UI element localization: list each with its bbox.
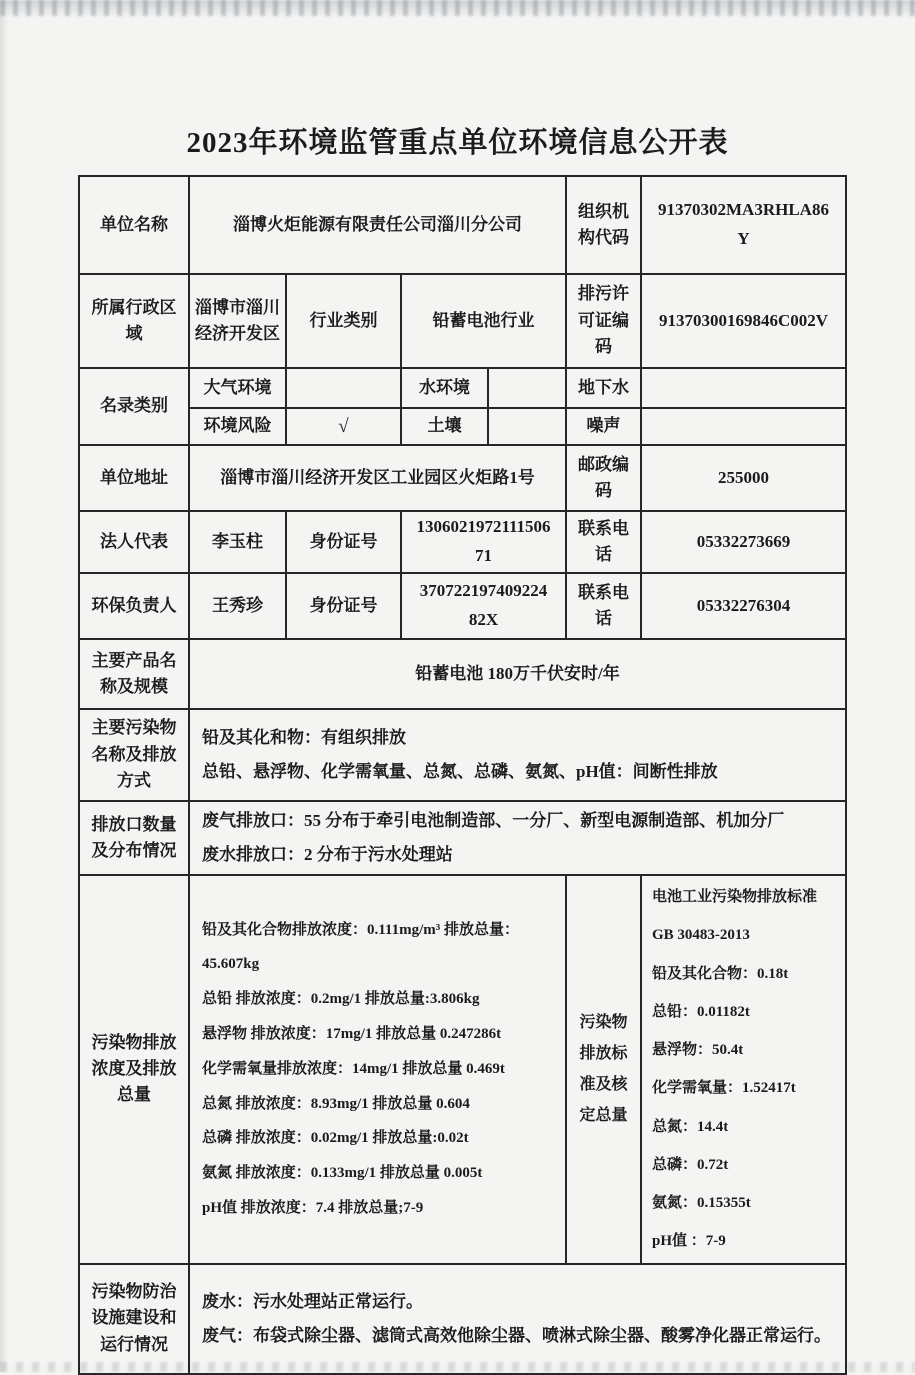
unit-name-value: 淄博火炬能源有限责任公司淄川分公司 (189, 176, 566, 274)
discharge-standard-label: 污染物排放标准及核定总量 (566, 875, 641, 1264)
discharge-label: 污染物排放浓度及排放总量 (79, 875, 189, 1264)
env-officer-label: 环保负责人 (79, 573, 189, 639)
postal-value: 255000 (641, 445, 846, 511)
catalog-noise-mark (641, 408, 846, 445)
pollutants-value (189, 709, 846, 801)
catalog-risk-mark: √ (286, 408, 401, 445)
outlets-label: 排放口数量及分布情况 (79, 801, 189, 875)
standard-line: 总铅：0.01182t (652, 1003, 750, 1020)
standard-line: 悬浮物：50.4t (652, 1042, 744, 1058)
env-officer-id-label: 身份证号 (286, 573, 401, 639)
row-legal-rep (79, 511, 846, 573)
row-prevention (79, 1264, 846, 1374)
standard-line: 总氮：14.4t (652, 1118, 729, 1135)
outlets-line-1: 废气排放口：55 分布于牵引电池制造部、一分厂、新型电源制造部、机加分厂 (202, 811, 785, 830)
env-officer-name: 王秀珍 (189, 573, 286, 639)
pollutants-line-1: 铅及其化和物：有组织排放 (202, 728, 406, 747)
catalog-air-label: 大气环境 (189, 368, 286, 408)
catalog-water-label: 水环境 (401, 368, 488, 408)
org-code-label: 组织机构代码 (566, 176, 641, 274)
permit-code-value: 91370300169846C002V (641, 274, 846, 368)
industry-value: 铅蓄电池行业 (401, 274, 566, 368)
catalog-air-mark (286, 368, 401, 408)
legal-rep-id-label: 身份证号 (286, 511, 401, 573)
row-unit-name (79, 176, 846, 274)
row-discharge (79, 875, 846, 1264)
outlets-line-2: 废水排放口：2 分布于污水处理站 (202, 845, 453, 864)
catalog-risk-label: 环境风险 (189, 408, 286, 445)
row-outlets (79, 801, 846, 875)
address-value: 淄博市淄川经济开发区工业园区火炬路1号 (189, 445, 566, 511)
outlets-value (189, 801, 846, 875)
row-env-officer (79, 573, 846, 639)
disclosure-table (78, 175, 847, 1375)
catalog-label: 名录类别 (79, 368, 189, 445)
discharge-line: 化学需氧量排放浓度：14mg/1 排放总量 0.469t (202, 1060, 505, 1077)
env-officer-phone-label: 联系电话 (566, 573, 641, 639)
discharge-line: pH值 排放浓度：7.4 排放总量;7-9 (202, 1200, 424, 1217)
permit-code-label: 排污许可证编码 (566, 274, 641, 368)
standard-line: 总磷：0.72t (652, 1156, 729, 1173)
catalog-soil-mark (488, 408, 566, 445)
legal-rep-label: 法人代表 (79, 511, 189, 573)
catalog-groundwater-mark (641, 368, 846, 408)
discharge-line: 总氮 排放浓度：8.93mg/1 排放总量 0.604 (202, 1095, 470, 1112)
env-officer-id-value: 37072219740922482X (401, 573, 566, 639)
prevention-line-2: 废气：布袋式除尘器、滤筒式高效他除尘器、喷淋式除尘器、酸雾净化器正常运行。 (202, 1325, 831, 1345)
standard-line: pH值 ：7-9 (652, 1233, 726, 1250)
row-products (79, 639, 846, 709)
admin-region-value: 淄博市淄川经济开发区 (189, 274, 286, 368)
env-officer-phone-value: 05332276304 (641, 573, 846, 639)
catalog-noise-label: 噪声 (566, 408, 641, 445)
catalog-water-mark (488, 368, 566, 408)
legal-rep-phone-label: 联系电话 (566, 511, 641, 573)
page-title: 2023年环境监管重点单位环境信息公开表 (186, 127, 729, 159)
standard-line: 氨氮：0.15355t (652, 1195, 751, 1211)
legal-rep-phone-value: 05332273669 (641, 511, 846, 573)
legal-rep-id-value: 130602197211150671 (401, 511, 566, 573)
discharge-line: 铅及其化合物排放浓度：0.111mg/m³ 排放总量：45.607kg (202, 921, 520, 973)
products-value: 铅蓄电池 180万千伏安时/年 (189, 639, 846, 709)
legal-rep-name: 李玉柱 (189, 511, 286, 573)
org-code-value: 91370302MA3RHLA86Y (641, 176, 846, 274)
discharge-line: 总磷 排放浓度：0.02mg/1 排放总量:0.02t (202, 1130, 469, 1147)
prevention-value (189, 1264, 846, 1374)
discharge-line: 总铅 排放浓度：0.2mg/1 排放总量:3.806kg (202, 991, 480, 1008)
discharge-line: 氨氮 排放浓度：0.133mg/1 排放总量 0.005t (202, 1165, 483, 1182)
row-pollutants (79, 709, 846, 801)
catalog-groundwater-label: 地下水 (566, 368, 641, 408)
industry-label: 行业类别 (286, 274, 401, 368)
pollutants-label: 主要污染物名称及排放方式 (79, 709, 189, 801)
prevention-line-1: 废水：污水处理站正常运行。 (202, 1291, 423, 1311)
unit-name-label: 单位名称 (79, 176, 189, 274)
admin-region-label: 所属行政区域 (79, 274, 189, 368)
catalog-soil-label: 土壤 (401, 408, 488, 445)
prevention-label: 污染物防治设施建设和运行情况 (79, 1264, 189, 1374)
discharge-standard-values (641, 875, 846, 1264)
address-label: 单位地址 (79, 445, 189, 511)
products-label: 主要产品名称及规模 (79, 639, 189, 709)
row-catalog-2 (79, 408, 846, 445)
pollutants-line-2: 总铅、悬浮物、化学需氧量、总氮、总磷、氨氮、pH值：间断性排放 (202, 762, 718, 781)
discharge-line: 悬浮物 排放浓度：17mg/1 排放总量 0.247286t (202, 1026, 502, 1043)
postal-label: 邮政编码 (566, 445, 641, 511)
row-catalog-1 (79, 368, 846, 408)
row-address (79, 445, 846, 511)
standard-line: 电池工业污染物排放标准 GB 30483-2013 (652, 889, 818, 944)
discharge-values (189, 875, 566, 1264)
standard-line: 化学需氧量：1.52417t (652, 1080, 796, 1097)
standard-line: 铅及其化合物：0.18t (652, 965, 789, 982)
row-admin-region (79, 274, 846, 368)
